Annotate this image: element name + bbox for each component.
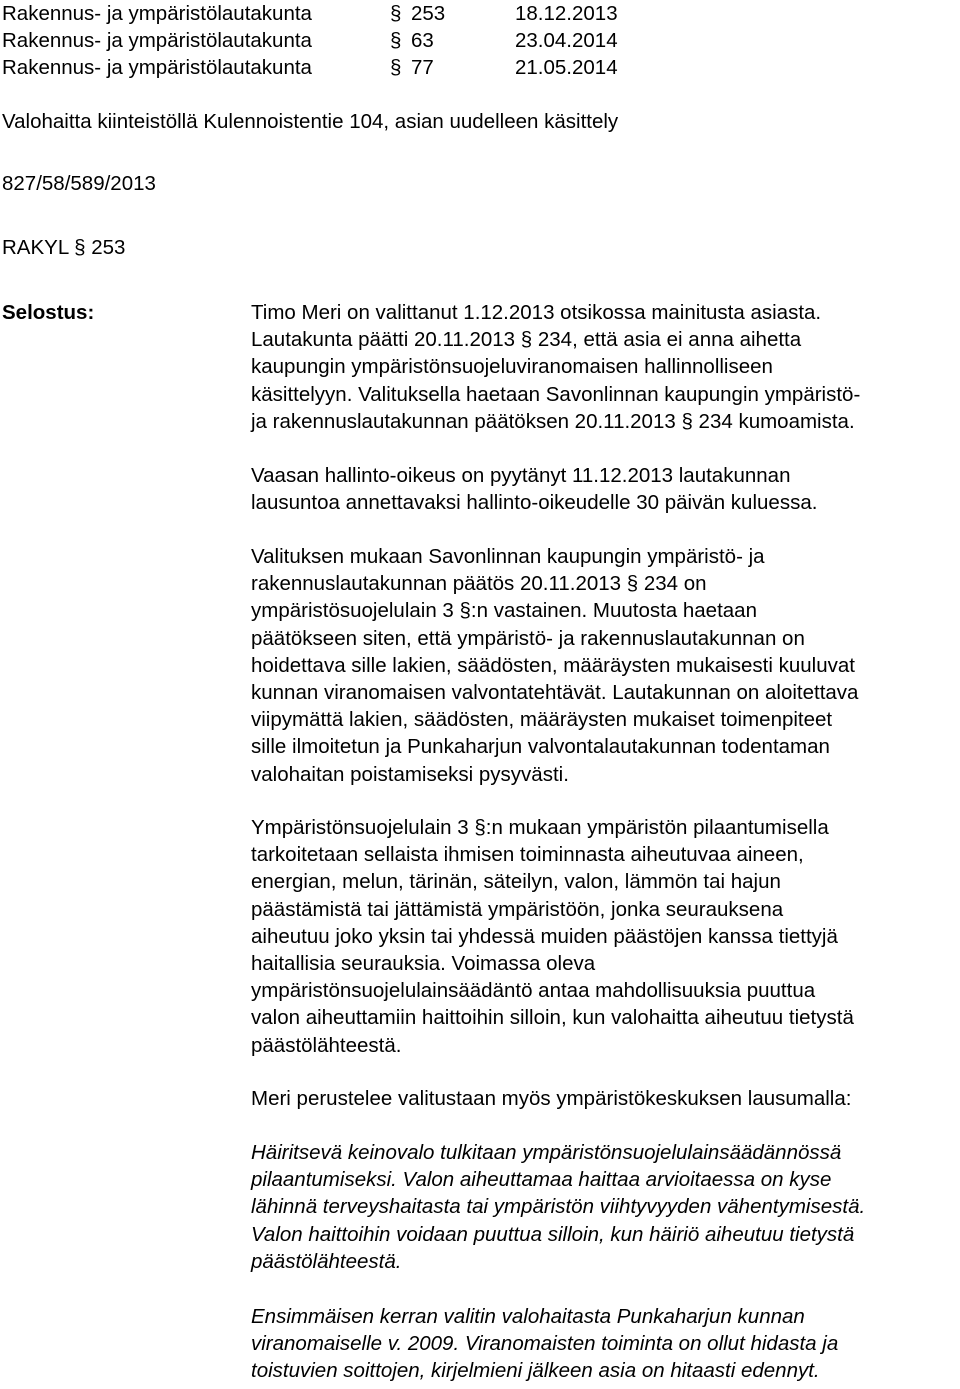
text-line: sille ilmoitetun ja Punkaharjun valvontalautakunnan todentaman bbox=[251, 735, 830, 759]
case-number: 827/58/589/2013 bbox=[2, 172, 156, 195]
text-line: tarkoitetaan sellaista ihmisen toiminnasta aiheutuvaa aineen, bbox=[251, 843, 804, 867]
text-line: lähinnä terveyshaitasta tai ympäristön viihtyvyyden vähentymisestä. bbox=[251, 1195, 866, 1219]
text-line: Lautakunta päätti 20.11.2013 § 234, että asia ei anna aihetta bbox=[251, 328, 802, 352]
text-line: Ympäristönsuojelulain 3 §:n mukaan ympäristön pilaantumisella bbox=[251, 816, 829, 839]
text-line: pilaantumiseksi. Valon aiheuttamaa haittaa arvioitaessa on kyse bbox=[251, 1168, 832, 1192]
meeting-body: Rakennus- ja ympäristölautakunta bbox=[2, 56, 312, 79]
paragraph-appellant-history bbox=[251, 1303, 951, 1385]
text-line: lausuntoa annettavaksi hallinto-oikeudelle 30 päivän kuluessa. bbox=[251, 491, 818, 515]
text-line: valohaitan poistamiseksi pysyvästi. bbox=[251, 762, 569, 786]
text-line: päätökseen siten, että ympäristö- ja rakennuslautakunnan on bbox=[251, 626, 805, 650]
text-line: energian, melun, tärinän, säteilyn, valon, lämmön tai hajun bbox=[251, 870, 781, 894]
text-line: hoidettava sille lakien, säädösten, määräysten mukaisesti kuuluvat bbox=[251, 653, 855, 677]
section-sign: § bbox=[390, 2, 402, 25]
meeting-number: 253 bbox=[411, 2, 446, 25]
text-line: haitallisia seurauksia. Voimassa oleva bbox=[251, 952, 596, 976]
paragraph-appeal-summary bbox=[251, 299, 951, 435]
text-line: Vaasan hallinto-oikeus on pyytänyt 11.12.2013 lautakunnan bbox=[251, 464, 791, 487]
meeting-date: 18.12.2013 bbox=[515, 2, 618, 25]
meeting-body: Rakennus- ja ympäristölautakunta bbox=[2, 29, 312, 52]
section-sign: § bbox=[390, 56, 402, 79]
text-line: Valituksen mukaan Savonlinnan kaupungin ympäristö- ja bbox=[251, 545, 765, 568]
text-line: kunnan viranomaisen valvontatehtävät. Lautakunnan on aloitettava bbox=[251, 681, 859, 705]
text-line: ympäristösuojelulain 3 §:n vastainen. Muutosta haetaan bbox=[251, 599, 757, 623]
paragraph-appeal-claims bbox=[251, 543, 951, 788]
meeting-body: Rakennus- ja ympäristölautakunta bbox=[2, 2, 312, 25]
text-line: rakennuslautakunnan päätös 20.11.2013 § 234 on bbox=[251, 572, 707, 596]
text-line: toistuvien soittojen, kirjelmieni jälkeen asia on hitaasti edennyt. bbox=[251, 1359, 820, 1383]
section-reference: RAKYL § 253 bbox=[2, 236, 126, 259]
section-sign: § bbox=[390, 29, 402, 52]
text-line: kaupungin ympäristönsuojeluviranomaisen hallinnolliseen bbox=[251, 355, 773, 379]
meeting-number: 63 bbox=[411, 29, 434, 52]
paragraph-court-request bbox=[251, 462, 951, 516]
text-line: ja rakennuslautakunnan päätöksen 20.11.2013 § 234 kumoamista. bbox=[251, 409, 855, 433]
text-line: Meri perustelee valitustaan myös ympäristökeskuksen lausumalla: bbox=[251, 1087, 852, 1110]
meeting-date: 21.05.2014 bbox=[515, 56, 618, 79]
text-line: aiheutuu joko yksin tai yhdessä muiden päästöjen kanssa tiettyjä bbox=[251, 924, 838, 948]
selostus-label: Selostus: bbox=[2, 301, 95, 324]
text-line: Ensimmäisen kerran valitin valohaitasta Punkaharjun kunnan bbox=[251, 1305, 805, 1328]
text-line: käsittelyyn. Valituksella haetaan Savonlinnan kaupungin ympäristö- bbox=[251, 382, 861, 406]
meeting-number: 77 bbox=[411, 56, 434, 79]
text-line: päästölähteestä. bbox=[251, 1249, 402, 1273]
text-line: Häiritsevä keinovalo tulkitaan ympäristönsuojelulainsäädännössä bbox=[251, 1141, 842, 1164]
text-line: päästölähteestä. bbox=[251, 1033, 402, 1057]
meeting-date: 23.04.2014 bbox=[515, 29, 618, 52]
text-line: Valon haittoihin voidaan puuttua silloin, kun häiriö aiheutuu tietystä bbox=[251, 1222, 855, 1246]
text-line: päästämistä tai jättämistä ympäristöön, jonka seurauksena bbox=[251, 897, 784, 921]
text-line: viranomaiselle v. 2009. Viranomaisten toiminta on ollut hidasta ja bbox=[251, 1332, 839, 1356]
paragraph-intro-quote bbox=[251, 1085, 951, 1112]
paragraph-quoted-statement bbox=[251, 1139, 951, 1275]
paragraph-law-section bbox=[251, 814, 951, 1059]
document-title: Valohaitta kiinteistöllä Kulennoistentie 104, asian uudelleen käsittely bbox=[2, 110, 619, 133]
text-line: viipymättä lakien, säädösten, määräysten mukaiset toimenpiteet bbox=[251, 708, 833, 732]
text-line: valon aiheuttamiin haittoihin silloin, kun valohaitta aiheutuu tietystä bbox=[251, 1006, 854, 1030]
text-line: ympäristönsuojelulainsäädäntö antaa mahdollisuuksia puuttua bbox=[251, 979, 816, 1003]
text-line: Timo Meri on valittanut 1.12.2013 otsikossa mainitusta asiasta. bbox=[251, 301, 822, 324]
